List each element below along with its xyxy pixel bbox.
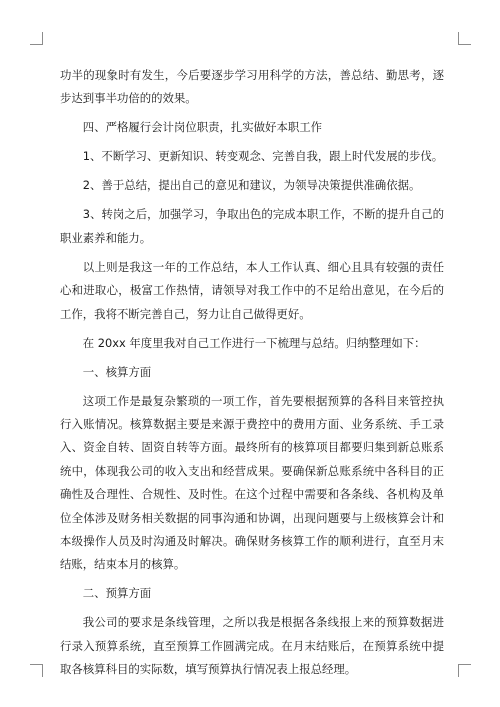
section-heading-accounting: 一、核算方面: [82, 364, 152, 379]
section-heading-budget: 二、预算方面: [82, 586, 152, 601]
crop-mark-bottom-left: [30, 664, 43, 677]
budget-paragraph: 我公司的要求是条线管理，之所以我是根据各条线报上来的预算数据进行录入预算系统，直至预算工作圆满完成。在月末结账后，在预算系统中提取各核算科目的实际数，填写预算执行情况表上报总经理。: [60, 615, 444, 677]
list-item-1: 1、不断学习、更新知识、转变观念、完善自我，跟上时代发展的步伐。: [82, 149, 444, 164]
crop-mark-top-left: [30, 32, 43, 45]
list-item-2: 2、善于总结，提出自己的意见和建议，为领导决策提供准确依据。: [82, 178, 421, 193]
crop-mark-bottom-right: [458, 664, 471, 677]
document-page: [60, 64, 444, 687]
paragraph-continued: 功半的现象时有发生，今后要逐步学习用科学的方法，善总结、勤思考，逐步达到事半功倍的的效果。: [60, 68, 444, 106]
list-item-3: 3、转岗之后，加强学习，争取出色的完成本职工作，不断的提升自己的职业素养和能力。: [60, 207, 444, 245]
intro-paragraph: 在 20xx 年度里我对自己工作进行一下梳理与总结。归纳整理如下：: [82, 335, 426, 350]
accounting-paragraph: 这项工作是最复杂繁琐的一项工作，首先要根据预算的各科目来管控执行入账情况。核算数据主要是来源于费控中的费用方面、业务系统、手工录入、资金自转、固资自转等方面。最终所有的核算项目都要归集到新总账系统中，体现我公司的收入支出和经营成果。要确保新总账系统中各科目的正确性及合理性、合规性、及时性。在这个过程中需要和各条线、各机构及单位全体涉及财务相关数据的同事沟通和协调，出现问题要与上级核算会计和本级操作人员及时沟通及时解决。确保财务核算工作的顺利进行，直至月末结账，结束本月的核算。: [60, 393, 444, 572]
section-heading-four: 四、严格履行会计岗位职责，扎实做好本职工作: [82, 120, 323, 135]
crop-mark-top-right: [458, 32, 471, 45]
summary-paragraph: 以上则是我这一年的工作总结，本人工作认真、细心且具有较强的责任心和进取心，极富工作热情，请领导对我工作中的不足给出意见，在今后的工作，我将不断完善自己，努力让自己做得更好。: [60, 259, 444, 321]
